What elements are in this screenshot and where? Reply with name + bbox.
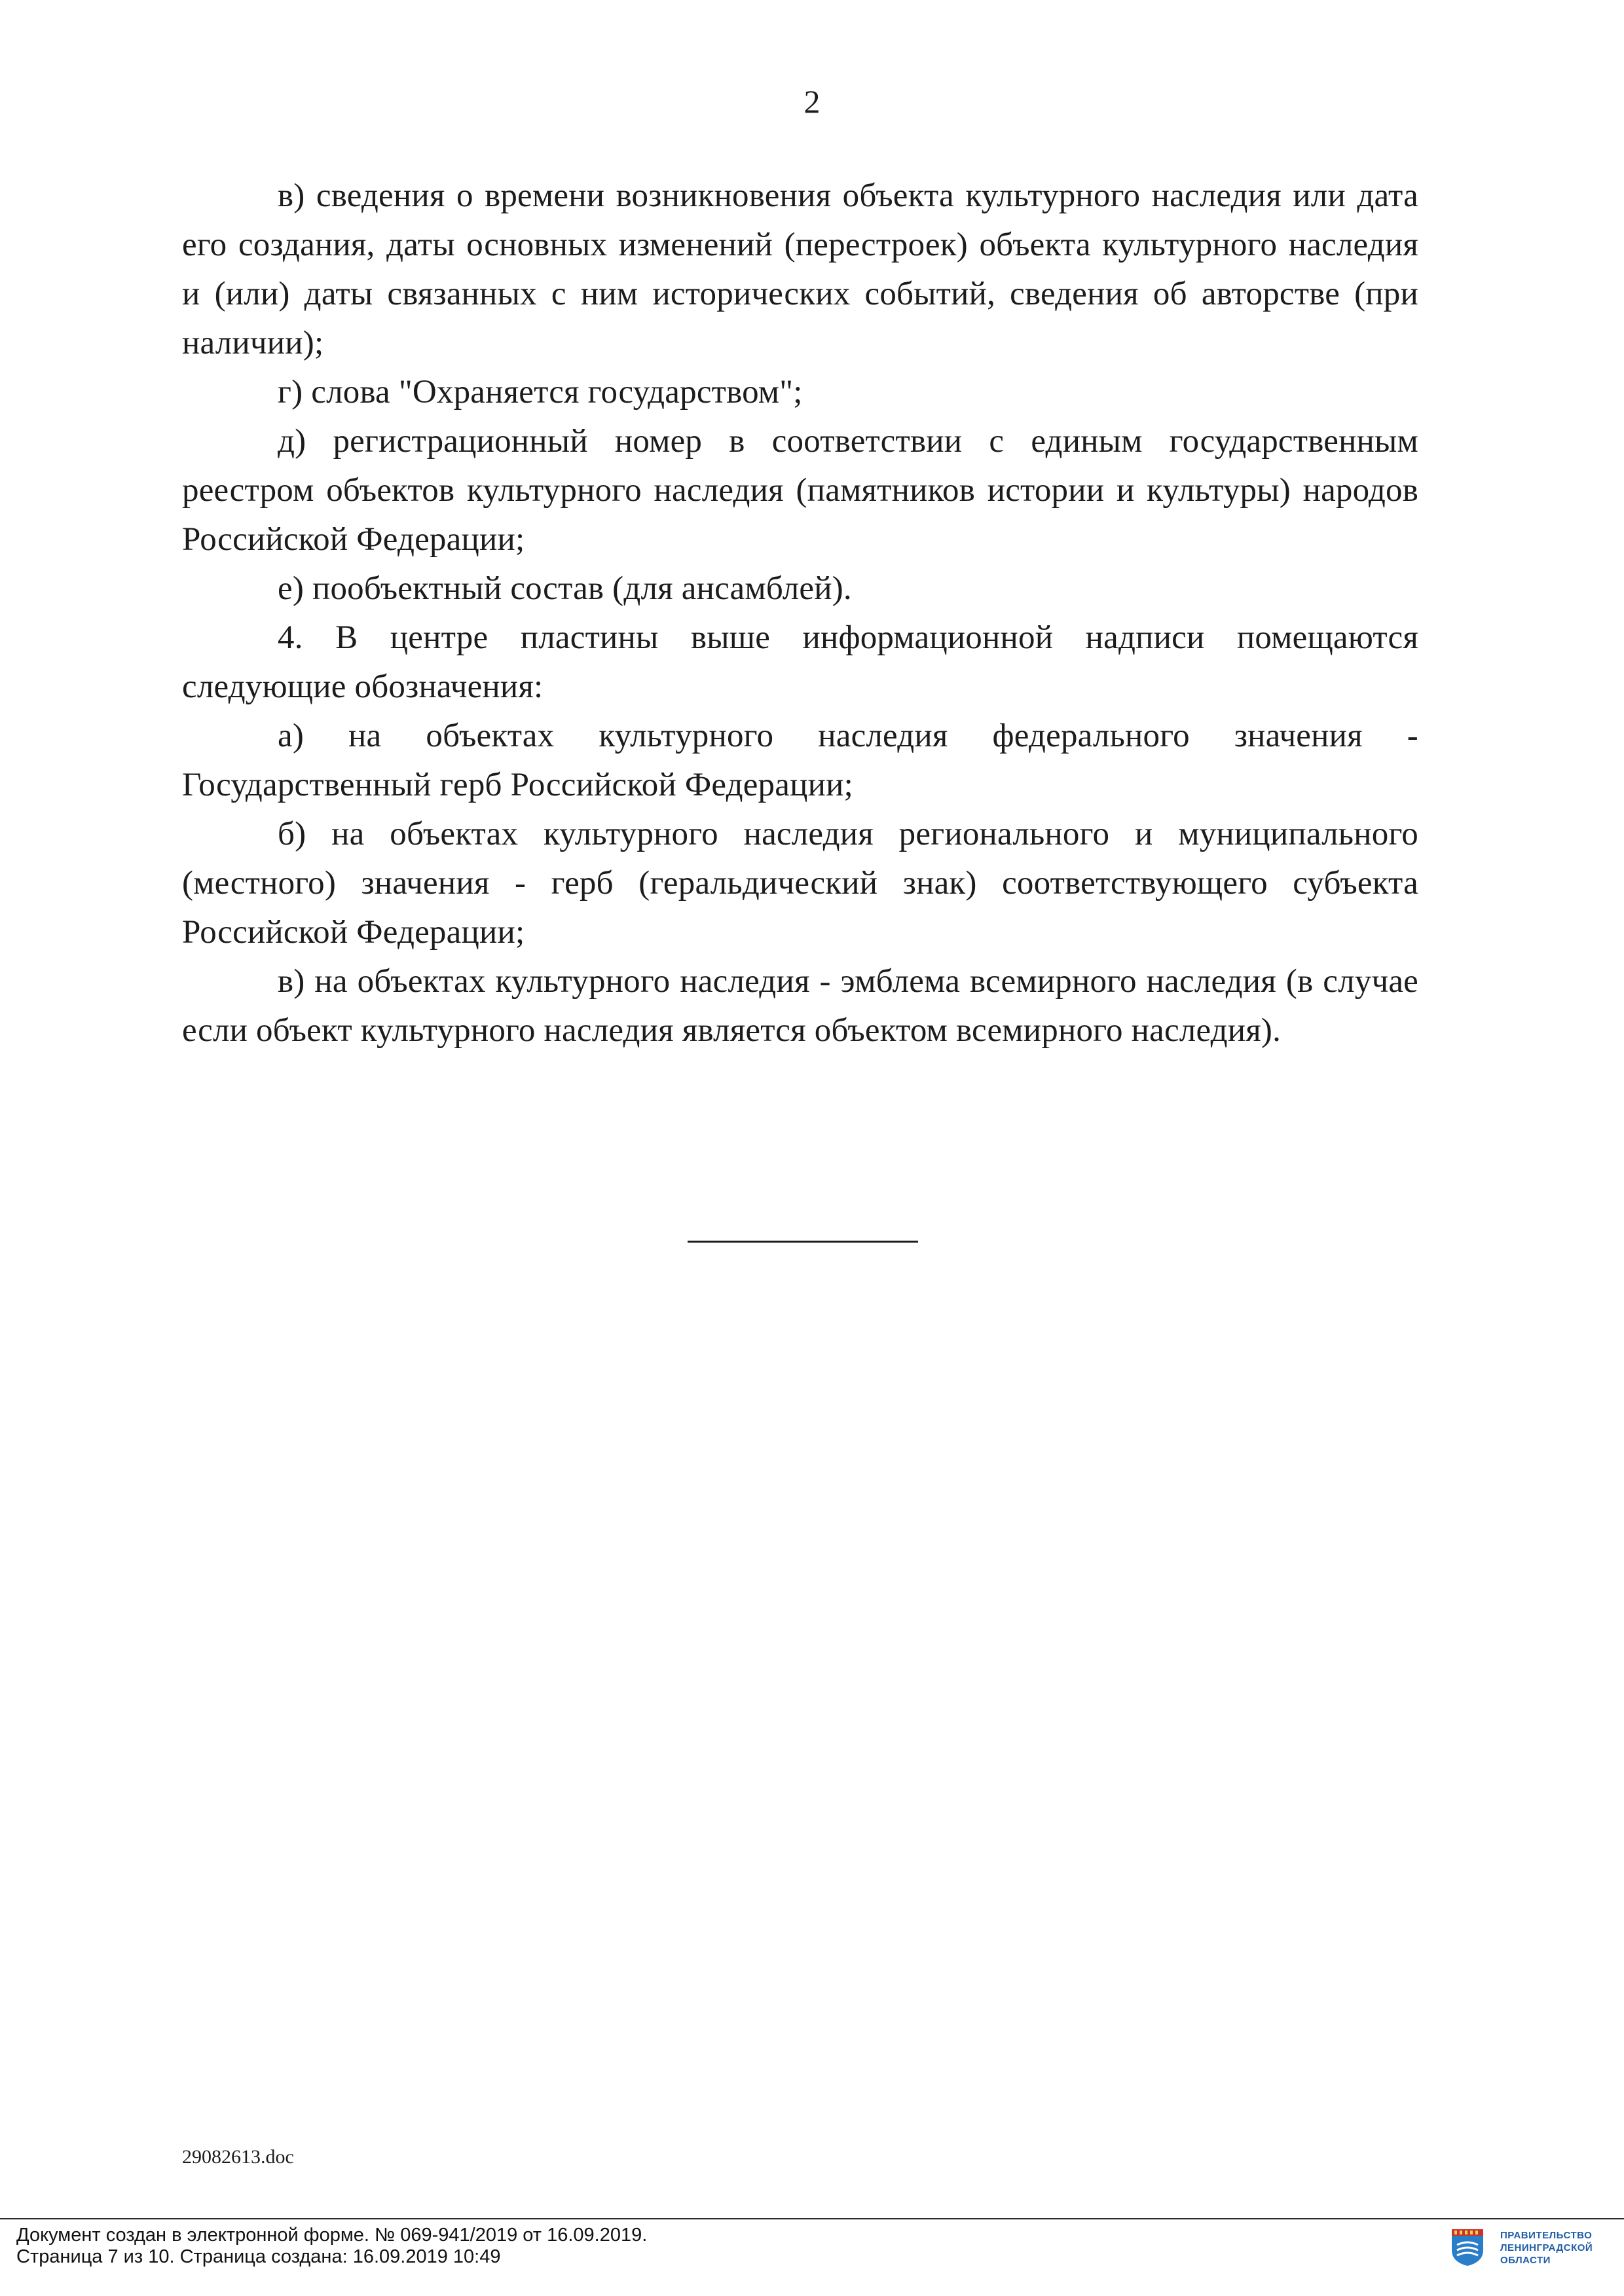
footer-divider <box>0 2218 1624 2219</box>
government-logo-text <box>1500 2229 1593 2267</box>
paragraph-a-federal-coat-of-arms: а) на объектах культурного наследия федерального значения - Государственный герб Российской Федерации; <box>182 718 1418 803</box>
logo-text-line-2: ЛЕНИНГРАДСКОЙ <box>1500 2242 1593 2253</box>
logo-text-line-1: ПРАВИТЕЛЬСТВО <box>1500 2230 1593 2241</box>
e-document-footer <box>16 2225 647 2268</box>
footer-document-info: Документ создан в электронной форме. № 069-941/2019 от 16.09.2019. <box>16 2225 648 2246</box>
file-name: 29082613.doc <box>182 2146 294 2168</box>
paragraph-g-protected-label: г) слова "Охраняется государством"; <box>278 374 803 410</box>
paragraph-b-regional-coat-of-arms: б) на объектах культурного наследия регионального и муниципального (местного) значения - герб (геральдический знак) соответствующего субъекта Российской Федерации; <box>182 816 1418 951</box>
page-number: 2 <box>803 83 821 120</box>
government-logo <box>1450 2228 1608 2269</box>
leningrad-oblast-emblem-icon <box>1450 2228 1485 2267</box>
end-of-document-rule <box>688 1241 918 1243</box>
paragraph-v-world-heritage-emblem: в) на объектах культурного наследия - эмблема всемирного наследия (в случае если объект культурного наследия является объектом всемирного наследия). <box>182 963 1418 1049</box>
document-body <box>182 172 1418 1055</box>
paragraph-4-center-symbols: 4. В центре пластины выше информационной надписи помещаются следующие обозначения: <box>182 619 1418 705</box>
paragraph-e-ensemble-composition: е) пообъектный состав (для ансамблей). <box>278 570 852 607</box>
paragraph-v-dates: в) сведения о времени возникновения объекта культурного наследия или дата его создания, даты основных изменений (перестроек) объекта культурного наследия и (или) даты связанных с ним исторических событий, сведения об авторстве (при наличии); <box>182 177 1418 361</box>
logo-text-line-3: ОБЛАСТИ <box>1500 2255 1551 2266</box>
footer-page-info: Страница 7 из 10. Страница создана: 16.09.2019 10:49 <box>16 2246 501 2267</box>
paragraph-d-registration-number: д) регистрационный номер в соответствии с единым государственным реестром объектов культурного наследия (памятников истории и культуры) народов Российской Федерации; <box>182 423 1418 558</box>
